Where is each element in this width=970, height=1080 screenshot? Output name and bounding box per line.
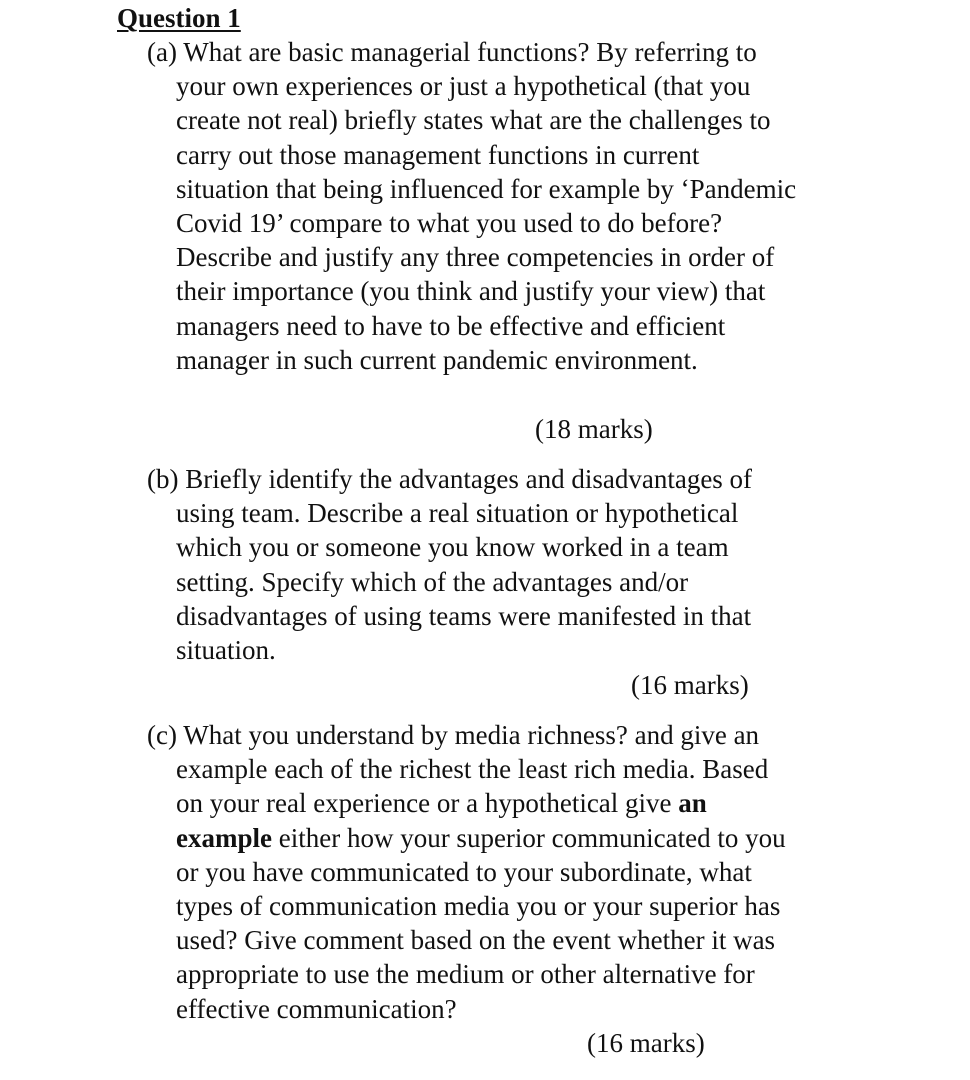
part-b-line-5: disadvantages of using teams were manifested in that <box>176 600 752 631</box>
part-a-line-1: (a) What are basic managerial functions? By referring to <box>147 37 757 67</box>
part-c-line-4 <box>147 821 907 855</box>
question-part-c <box>147 718 907 1026</box>
question-heading: Question 1 <box>117 3 241 33</box>
part-a-line-9: managers need to have to be effective and efficient <box>176 310 726 341</box>
part-b-line-6: situation. <box>176 635 276 666</box>
part-a-line-3: create not real) briefly states what are the challenges to <box>176 105 771 136</box>
part-c-line-7: used? Give comment based on the event whether it was <box>176 925 776 956</box>
part-c-line-6: types of communication media you or your superior has <box>176 891 781 922</box>
part-a-line-5: situation that being influenced for example by ‘Pandemic <box>176 173 797 204</box>
part-a-line-8: their importance (you think and justify your view) that <box>176 276 766 307</box>
part-c-line-1: (c) What you understand by media richness? and give an <box>147 720 760 750</box>
part-b-line-3: which you or someone you know worked in a team <box>176 532 729 563</box>
part-a-line-10: manager in such current pandemic environment. <box>176 344 698 375</box>
part-b-line-1: (b) Briefly identify the advantages and disadvantages of <box>147 464 753 494</box>
part-a-marks: (18 marks) <box>535 414 653 444</box>
question-part-a <box>147 35 907 377</box>
part-b-line-4: setting. Specify which of the advantages and/or <box>176 566 689 597</box>
part-c-line-9: effective communication? <box>176 993 457 1024</box>
part-c-line-2: example each of the richest the least rich media. Based <box>176 754 769 785</box>
question-part-b <box>147 462 907 667</box>
part-c-line-3 <box>147 786 907 820</box>
part-a-line-4: carry out those management functions in current <box>176 139 700 170</box>
part-a-line-7: Describe and justify any three competencies in order of <box>176 242 775 273</box>
part-c-line-5: or you have communicated to your subordinate, what <box>176 856 752 887</box>
part-a-line-6: Covid 19’ compare to what you used to do before? <box>176 208 723 239</box>
part-c-bold-example: example <box>176 822 272 853</box>
part-c-marks: (16 marks) <box>587 1028 705 1058</box>
part-c-bold-an: an <box>678 788 707 819</box>
part-b-line-2: using team. Describe a real situation or hypothetical <box>176 498 739 529</box>
part-c-line-4-text: either how your superior communicated to you <box>271 822 786 853</box>
part-b-marks: (16 marks) <box>631 670 749 700</box>
part-c-line-8: appropriate to use the medium or other alternative for <box>176 959 755 990</box>
part-c-line-3-text: on your real experience or a hypothetical give <box>176 788 679 819</box>
part-a-line-2: your own experiences or just a hypothetical (that you <box>176 71 751 102</box>
